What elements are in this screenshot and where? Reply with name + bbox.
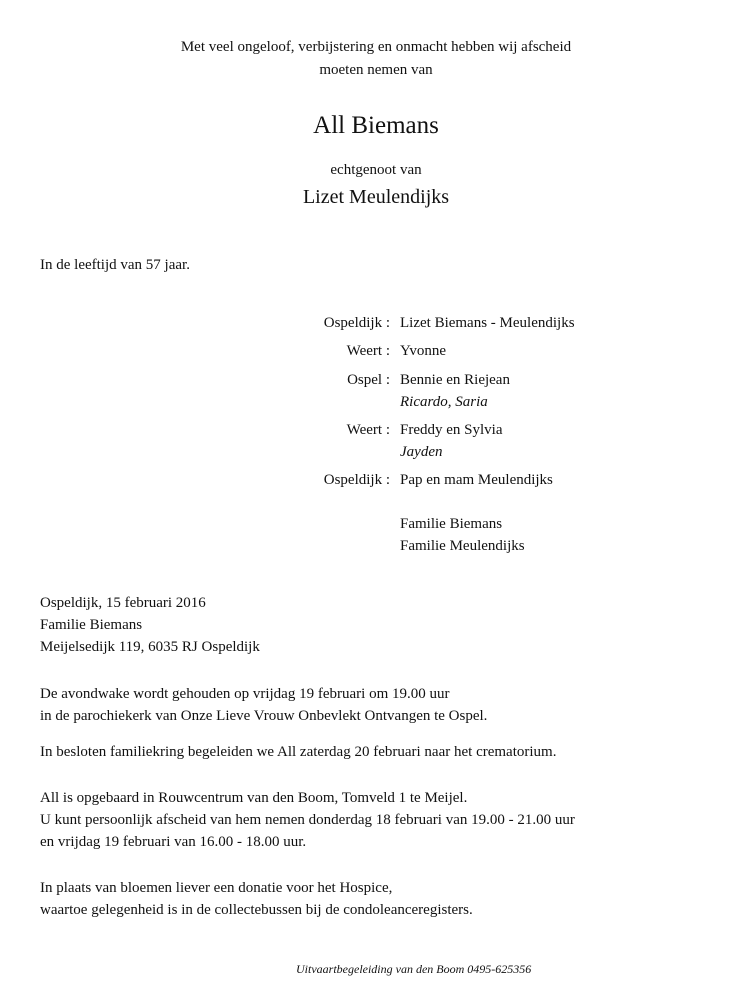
intro-line-2: moeten nemen van [319, 62, 433, 78]
spouse-lead: echtgenoot van [330, 162, 422, 178]
family-names: Yvonne [400, 343, 446, 359]
deceased-name: All Biemans [313, 112, 439, 139]
family-children: Ricardo, Saria [400, 394, 488, 410]
address-block [40, 592, 260, 658]
intro-text [0, 36, 752, 82]
address-street: Meijelsedijk 119, 6035 RJ Ospeldijk [40, 639, 260, 655]
families-names [400, 513, 525, 557]
family-children: Jayden [400, 444, 443, 460]
wake-line-1: De avondwake wordt gehouden op vrijdag 19 februari om 19.00 uur [40, 686, 450, 702]
donation-block [40, 877, 473, 921]
visitation-line-1: All is opgebaard in Rouwcentrum van den Boom, Tomveld 1 te Meijel. [40, 790, 468, 806]
donation-line-2: waartoe gelegenheid is in de collectebussen bij de condoleanceregisters. [40, 902, 473, 918]
family-names: Freddy en Sylvia [400, 422, 503, 438]
place-date: Ospeldijk, 15 februari 2016 [40, 595, 206, 611]
visitation-line-3: en vrijdag 19 februari van 16.00 - 18.00 uur. [40, 834, 307, 850]
family-place: Ospeldijk : [323, 472, 390, 488]
family-names: Pap en mam Meulendijks [400, 472, 553, 488]
spouse-name: Lizet Meulendijks [302, 186, 450, 208]
family-names: Lizet Biemans - Meulendijks [400, 315, 575, 331]
family-place: Ospeldijk : [323, 315, 390, 331]
family-names: Bennie en Riejean [400, 372, 510, 388]
family-name: Familie Meulendijks [400, 538, 525, 554]
family-place: Weert : [346, 343, 390, 359]
family-name: Familie Biemans [400, 516, 503, 532]
intro-line-1: Met veel ongeloof, verbijstering en onmacht hebben wij afscheid [180, 39, 572, 55]
wake-line-2: in de parochiekerk van Onze Lieve Vrouw Onbevlekt Ontvangen te Ospel. [40, 708, 488, 724]
family-names-block [400, 369, 510, 413]
funeral-director-footer: Uitvaartbegeleiding van den Boom 0495-625356 [296, 962, 532, 976]
age-line: In de leeftijd van 57 jaar. [40, 257, 190, 273]
wake-block [40, 683, 487, 727]
family-place: Weert : [346, 422, 390, 438]
donation-line-1: In plaats van bloemen liever een donatie voor het Hospice, [40, 880, 393, 896]
visitation-line-2: U kunt persoonlijk afscheid van hem nemen donderdag 18 februari van 19.00 - 21.00 uur [40, 812, 575, 828]
visitation-block [40, 787, 575, 853]
family-place: Ospel : [347, 372, 390, 388]
address-family: Familie Biemans [40, 617, 143, 633]
family-names-block [400, 419, 503, 463]
cremation-line: In besloten familiekring begeleiden we All zaterdag 20 februari naar het crematorium. [40, 744, 557, 760]
